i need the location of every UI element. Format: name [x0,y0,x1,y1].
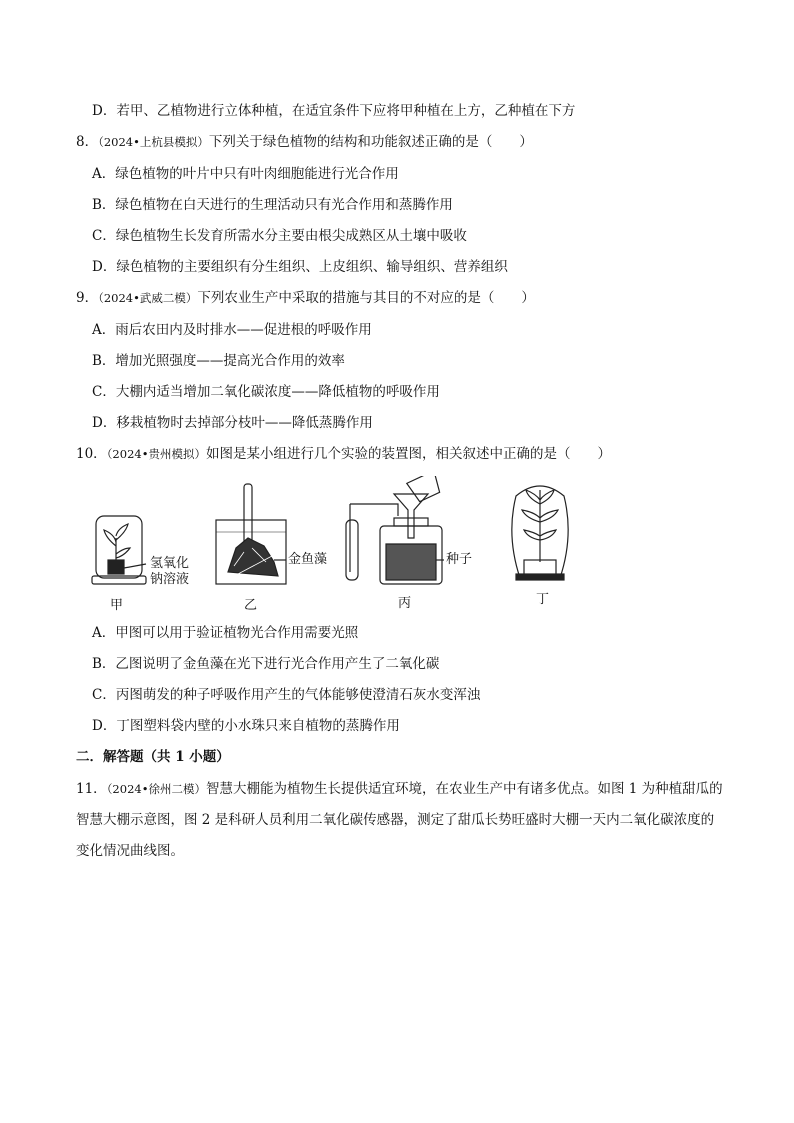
experiment-figure [88,476,598,616]
label-elodea: 金鱼藻 [288,552,328,567]
question-text: 下列农业生产中采取的措施与其目的不对应的是（ ） [197,290,535,306]
plant-leaf [116,548,130,558]
caption-bing: 丙 [398,596,412,611]
plant-leaf [116,524,128,540]
apparatus-jia [92,516,146,584]
caption-ding: 丁 [536,592,550,607]
pouring-beaker [407,476,443,503]
delivery-tube [350,504,398,516]
q10-option-a: A．甲图可以用于验证植物光合作用需要光照 [92,625,359,641]
leader-line [124,564,146,568]
question-text: 智慧大棚能为植物生长提供适宜环境，在农业生产中有诸多优点。如图 1 为种植甜瓜的智慧大棚示意图，图 2 是科研人员利用二氧化碳传感器，测定了甜瓜长势旺盛时大棚一天内二氧化碳浓度的变化情况曲线图。 [76,781,723,859]
plant-leaf [104,530,116,546]
apparatus-yi [216,484,286,584]
question-number: 9． [76,290,99,306]
question-9-stem [76,289,535,307]
test-tube [244,484,252,544]
question-number: 8． [76,134,99,150]
plant-leaf [524,530,540,540]
question-source: （2024•徐州二模） [106,782,206,796]
caption-yi: 乙 [244,598,258,613]
naoh-beaker [108,560,124,574]
label-naoh-2: 钠溶液 [150,572,190,587]
q10-option-b: B．乙图说明了金鱼藻在光下进行光合作用产生了二氧化碳 [92,656,440,672]
plant-leaf [522,510,540,522]
label-naoh-1: 氢氧化 [150,556,190,571]
limewater-tube [346,520,358,580]
q9-option-c: C．大棚内适当增加二氧化碳浓度——降低植物的呼吸作用 [92,384,440,400]
label-seeds: 种子 [446,552,473,567]
question-text: 下列关于绿色植物的结构和功能叙述正确的是（ ） [208,134,533,150]
q9-option-d: D．移栽植物时去掉部分枝叶——降低蒸腾作用 [92,415,373,431]
section-title: 二．解答题（共 1 小题） [76,749,230,765]
plant-leaf [540,490,554,504]
pot-tray [516,574,564,580]
q9-option-a: A．雨后农田内及时排水——促进根的呼吸作用 [92,322,372,338]
apparatus-bing [346,476,444,584]
caption-jia: 甲 [110,598,124,613]
question-11 [76,774,726,867]
q8-option-c: C．绿色植物生长发育所需水分主要由根尖成熟区从土壤中吸收 [92,228,467,244]
plant-leaf [526,490,540,504]
q8-option-b: B．绿色植物在白天进行的生理活动只有光合作用和蒸腾作用 [92,197,453,213]
question-source: （2024•上杭县模拟） [98,135,209,149]
question-8-stem [76,133,533,151]
question-number: 11． [76,781,107,797]
q10-option-c: C．丙图萌发的种子呼吸作用产生的气体能够使澄清石灰水变浑浊 [92,687,481,703]
q7-option-d: D．若甲、乙植物进行立体种植，在适宜条件下应将甲种植在上方，乙种植在下方 [92,103,576,119]
question-number: 10． [76,446,107,462]
question-10-stem [76,445,611,463]
plant-leaf [540,530,556,540]
bottle-neck [394,518,428,526]
q10-option-d: D．丁图塑料袋内壁的小水珠只来自植物的蒸腾作用 [92,718,400,734]
q8-option-a: A．绿色植物的叶片中只有叶肉细胞能进行光合作用 [92,166,399,182]
experiment-figure-svg [88,476,598,616]
q9-option-b: B．增加光照强度——提高光合作用的效率 [92,353,345,369]
question-source: （2024•贵州模拟） [106,447,206,461]
seeds [386,544,436,580]
plant-leaf [540,510,558,522]
q8-option-d: D．绿色植物的主要组织有分生组织、上皮组织、输导组织、营养组织 [92,259,508,275]
apparatus-ding [512,486,568,580]
question-source: （2024•武威二模） [98,291,198,305]
question-text: 如图是某小组进行几个实验的装置图，相关叙述中正确的是（ ） [206,446,611,462]
